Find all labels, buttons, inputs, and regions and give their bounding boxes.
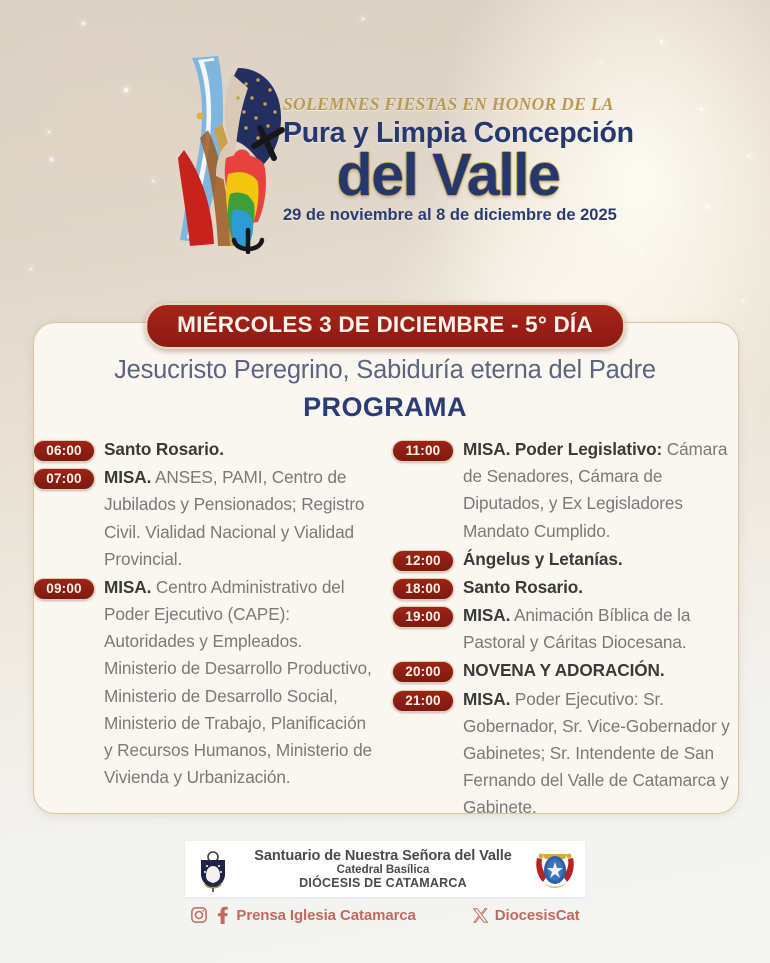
schedule-columns	[33, 436, 737, 822]
schedule-entry	[392, 436, 737, 545]
footer-line-3: DIÓCESIS DE CATAMARCA	[299, 876, 467, 890]
social-row	[0, 906, 770, 924]
entry-title: MISA.	[463, 688, 511, 709]
entry-title: Ángelus y Letanías.	[463, 548, 623, 569]
entry-title: Santo Rosario.	[463, 576, 583, 597]
solemnes-line: SOLEMNES FIESTAS EN HONOR DE LA	[283, 94, 614, 114]
entry-text	[463, 546, 623, 573]
entry-text	[104, 464, 378, 573]
entry-title: Santo Rosario.	[104, 439, 224, 459]
schedule-entry	[392, 686, 737, 822]
footer-bar	[185, 841, 585, 897]
time-badge: 18:00	[392, 578, 454, 600]
time-badge: 20:00	[392, 661, 454, 683]
footer-text	[233, 848, 533, 890]
social-group-main[interactable]	[190, 906, 415, 924]
diocese-coat-of-arms-icon	[533, 846, 577, 892]
title-line-2: del Valle	[336, 142, 560, 208]
schedule-entry	[392, 657, 737, 684]
fiesta-logo-icon	[178, 54, 298, 254]
entry-title: MISA.	[104, 576, 152, 597]
schedule-entry	[392, 602, 737, 656]
time-badge: 19:00	[392, 606, 454, 628]
entry-title: NOVENA Y ADORACIÓN.	[463, 660, 665, 681]
entry-detail: Poder Ejecutivo: Sr. Gobernador, Sr. Vice-Gobernador y Gabinetes; Sr. Intendente de San Fernando del Valle de Catamarca y Gabinete.	[463, 688, 730, 818]
title-block	[283, 94, 634, 225]
entry-text	[104, 574, 378, 791]
entry-detail: Cámara de Senadores, Cámara de Diputados, y Ex Legisladores Mandato Cumplido.	[463, 439, 728, 541]
event-dates: 29 de noviembre al 8 de diciembre de 2025	[283, 206, 617, 225]
entry-detail: Animación Bíblica de la Pastoral y Cáritas Diocesana.	[463, 605, 691, 653]
entry-detail: Centro Administrativo del Poder Ejecutivo (CAPE): Autoridades y Empleados. Ministerio de Desarrollo Productivo, Ministerio de Desarrollo Social, Ministerio de Trabajo, Planificación y Recursos Humanos, Ministerio de Vivienda y Urbanización.	[104, 576, 372, 788]
entry-text	[463, 602, 737, 656]
schedule-column-left	[33, 436, 378, 822]
schedule-entry	[33, 464, 378, 573]
time-badge: 06:00	[33, 440, 95, 462]
time-badge: 07:00	[33, 468, 95, 490]
social-handle-main[interactable]: Prensa Iglesia Catamarca	[236, 906, 416, 924]
entry-text	[463, 574, 583, 601]
schedule-column-right	[392, 436, 737, 822]
schedule-entry	[392, 574, 737, 601]
schedule-entry	[33, 574, 378, 791]
day-subtitle: Jesucristo Peregrino, Sabiduría eterna del Padre	[114, 356, 656, 384]
entry-title: MISA.	[104, 467, 152, 488]
schedule-entry	[392, 546, 737, 573]
facebook-icon[interactable]	[214, 906, 230, 924]
time-badge: 11:00	[392, 440, 454, 462]
entry-title: MISA.	[463, 605, 511, 626]
x-twitter-icon[interactable]	[472, 907, 489, 924]
footer-line-2: Catedral Basílica	[336, 864, 430, 876]
schedule-entry	[33, 436, 378, 463]
entry-text	[104, 436, 224, 463]
entry-text	[463, 657, 665, 684]
entry-detail: ANSES, PAMI, Centro de Jubilados y Pensionados; Registro Civil. Vialidad Nacional y Vialidad Provincial.	[104, 467, 365, 569]
entry-title: MISA. Poder Legislativo:	[463, 439, 663, 459]
footer-line-1: Santuario de Nuestra Señora del Valle	[254, 848, 512, 864]
time-badge: 09:00	[33, 578, 95, 600]
section-title: PROGRAMA	[303, 392, 467, 422]
poster-header	[0, 38, 770, 268]
entry-text	[463, 436, 737, 545]
day-banner: MIÉRCOLES 3 DE DICIEMBRE - 5° DÍA	[145, 303, 625, 349]
sanctuary-shield-icon	[193, 846, 233, 892]
title-line-1: Pura y Limpia Concepción	[283, 117, 634, 149]
instagram-icon[interactable]	[190, 906, 208, 924]
social-handle-x[interactable]: DiocesisCat	[494, 906, 580, 924]
social-group-x[interactable]	[472, 907, 580, 924]
time-badge: 21:00	[392, 690, 454, 712]
time-badge: 12:00	[392, 550, 454, 572]
entry-text	[463, 686, 737, 822]
